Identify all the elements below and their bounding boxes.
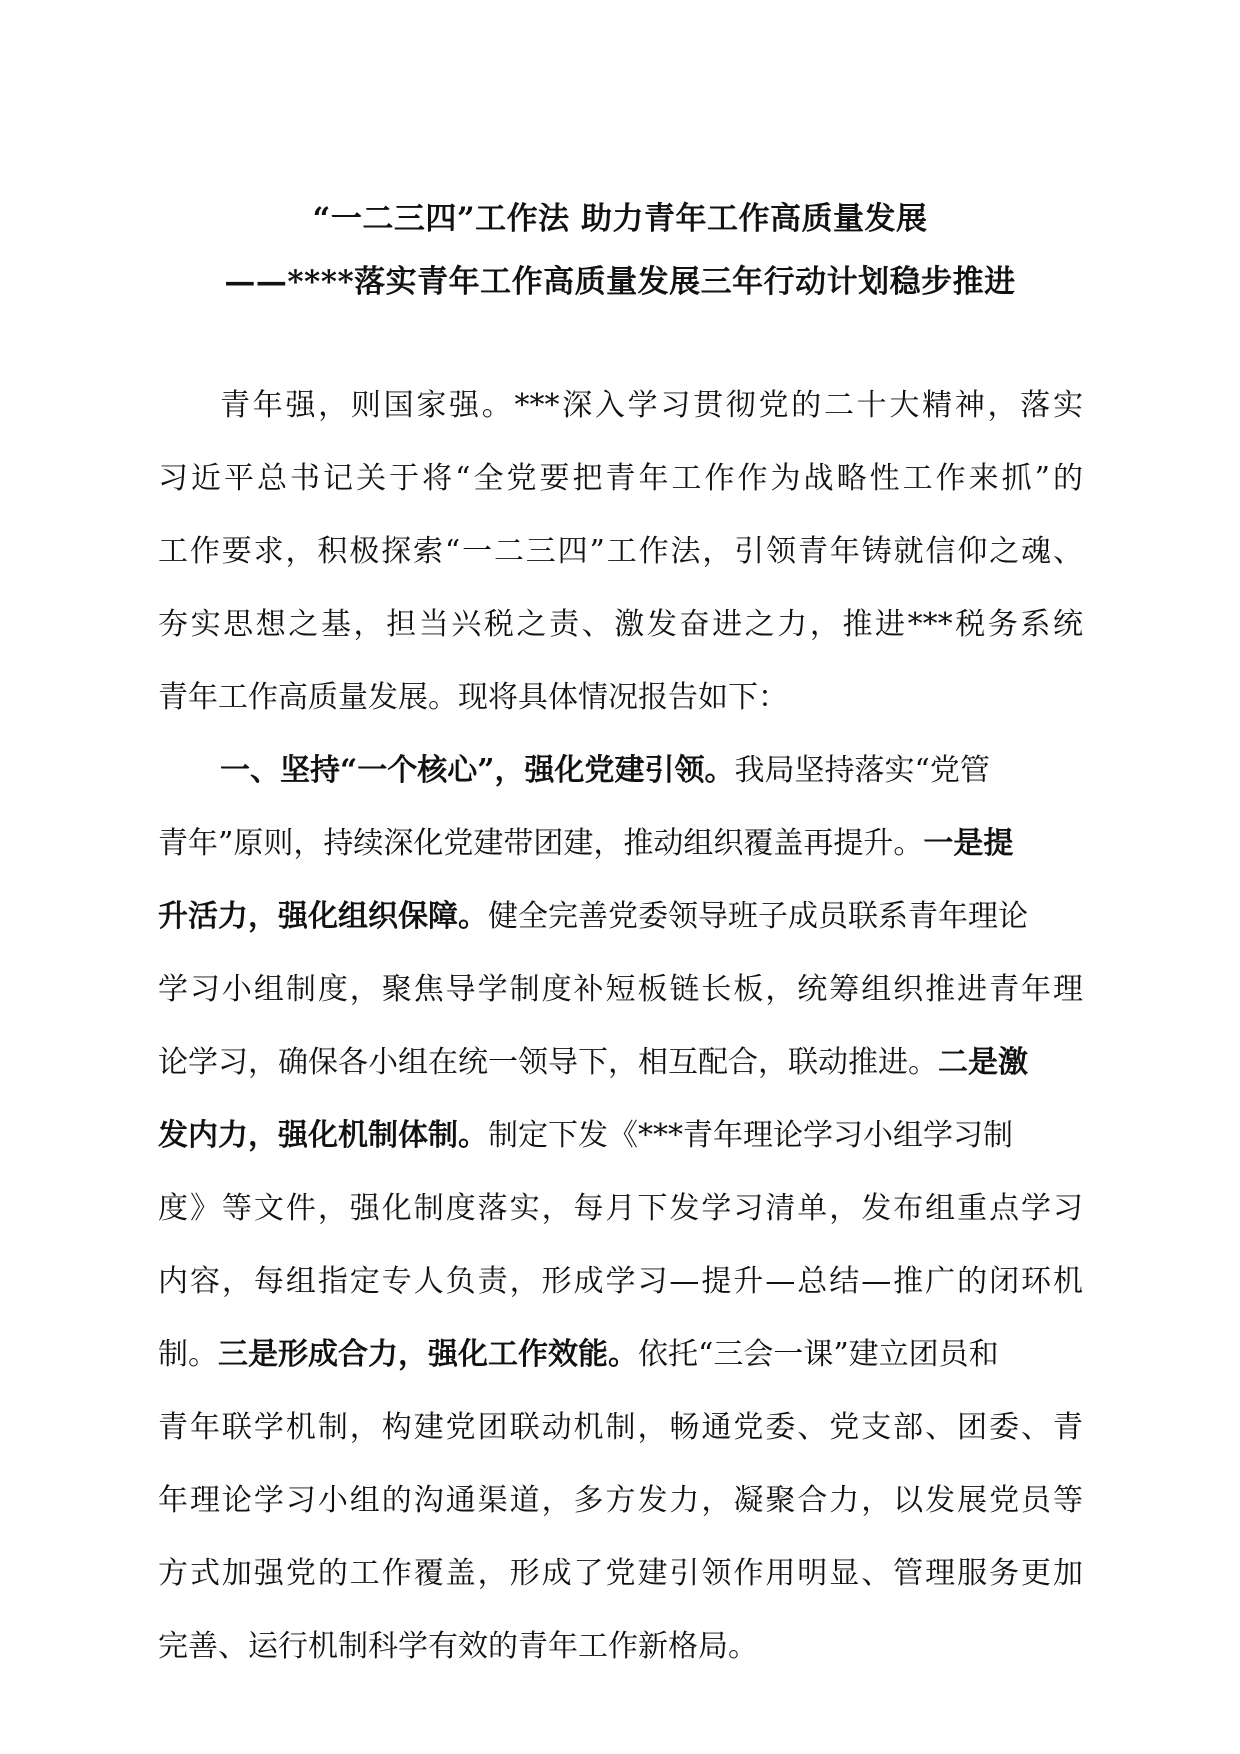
point-heading: 发内力，强化机制体制。 xyxy=(158,1118,488,1153)
section1-line xyxy=(158,1329,1083,1402)
intro-line: 工作要求，积极探索“一二三四”工作法，引领青年铸就信仰之魂、 xyxy=(158,534,1083,569)
document-subtitle: ——****落实青年工作高质量发展三年行动计划稳步推进 xyxy=(224,264,1016,300)
point-heading: 一是提 xyxy=(923,826,1014,861)
intro-line: 习近平总书记关于将“全党要把青年工作作为战略性工作来抓”的 xyxy=(158,461,1083,496)
section1-line: 学习小组制度，聚焦导学制度补短板链长板，统筹组织推进青年理 xyxy=(158,972,1083,1007)
section1-line: 年理论学习小组的沟通渠道，多方发力，凝聚合力，以发展党员等 xyxy=(158,1483,1083,1518)
section1-line xyxy=(158,891,1083,964)
point-heading: 升活力，强化组织保障。 xyxy=(158,899,488,934)
section1-line: 度》等文件，强化制度落实，每月下发学习清单，发布组重点学习 xyxy=(158,1191,1083,1226)
paragraph-text: 健全完善党委领导班子成员联系青年理论 xyxy=(488,899,1028,934)
section1-line xyxy=(158,818,1083,891)
paragraph-text: 论学习，确保各小组在统一领导下，相互配合，联动推进。 xyxy=(158,1045,938,1080)
section1-line: 内容，每组指定专人负责，形成学习—提升—总结—推广的闭环机 xyxy=(158,1264,1083,1299)
paragraph-text: 我局坚持落实“党管 xyxy=(734,753,990,788)
paragraph-text: 依托“三会一课”建立团员和 xyxy=(638,1337,999,1372)
section1-line xyxy=(158,1110,1083,1183)
section1-heading: 一、坚持“一个核心”，强化党建引领。 xyxy=(220,753,735,788)
document-body xyxy=(158,380,1083,1694)
section1-line xyxy=(158,1037,1083,1110)
document-title: “一二三四”工作法 助力青年工作高质量发展 xyxy=(312,201,928,237)
point-heading: 二是激 xyxy=(938,1045,1028,1080)
section1-line: 完善、运行机制科学有效的青年工作新格局。 xyxy=(158,1629,758,1664)
paragraph-text: 制定下发《***青年理论学习小组学习制 xyxy=(488,1118,1013,1153)
intro-line: 夯实思想之基，担当兴税之责、激发奋进之力，推进***税务系统 xyxy=(158,607,1083,642)
section1-line: 方式加强党的工作覆盖，形成了党建引领作用明显、管理服务更加 xyxy=(158,1556,1083,1591)
point-heading: 三是形成合力，强化工作效能。 xyxy=(218,1337,638,1372)
intro-line: 青年强，则国家强。***深入学习贯彻党的二十大精神，落实 xyxy=(220,388,1083,423)
section1-line: 青年联学机制，构建党团联动机制，畅通党委、党支部、团委、青 xyxy=(158,1410,1083,1445)
paragraph-text: 青年”原则，持续深化党建带团建，推动组织覆盖再提升。 xyxy=(158,826,924,861)
section1-line xyxy=(158,745,1083,818)
paragraph-text: 制。 xyxy=(158,1337,218,1372)
intro-line: 青年工作高质量发展。现将具体情况报告如下： xyxy=(158,680,788,715)
